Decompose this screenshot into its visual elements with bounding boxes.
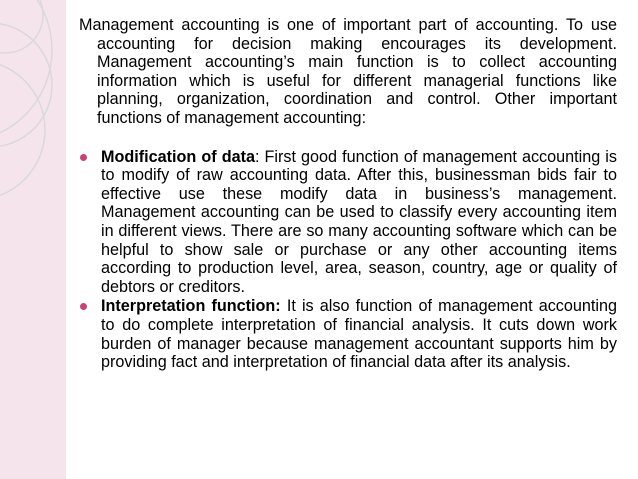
bullet-text: First good function of management accounting is to modify of raw accounting data. After this, businessman bids fair to effective use these modify data in business’s management. Management accounting can be used to classify every accounting item in different views. There are so many accounting software which can be helpful to show sale or purchase or any other accounting items according to production level, area, season, country, age or quality of debtors or creditors.: [101, 147, 617, 296]
bullet-separator: :: [254, 147, 260, 166]
bullet-dot-icon: [80, 154, 87, 161]
intro-paragraph: Management accounting is one of important part of accounting. To use accounting for decision making encourages its development. Management accounting’s main function is to collect accounting information which is useful for different managerial functions like planning, organization, coordination and control. Other important functions of management accounting:: [79, 16, 617, 127]
bullet-term: Modification of data: [101, 147, 255, 166]
bullet-text: It is also function of management accounting to do complete interpretation of financial analysis. It cuts down work burden of manager because management accountant supports him by providing fact and interpretation of financial data after its analysis.: [101, 297, 617, 372]
bullet-term: Interpretation function:: [101, 297, 281, 316]
slide-content: [79, 16, 617, 373]
bullet-interpretation-function: [79, 297, 617, 371]
bullet-modification-of-data: [79, 148, 617, 297]
bullet-list: [79, 148, 617, 372]
decorative-rings: [0, 0, 66, 479]
bullet-dot-icon: [80, 303, 87, 310]
